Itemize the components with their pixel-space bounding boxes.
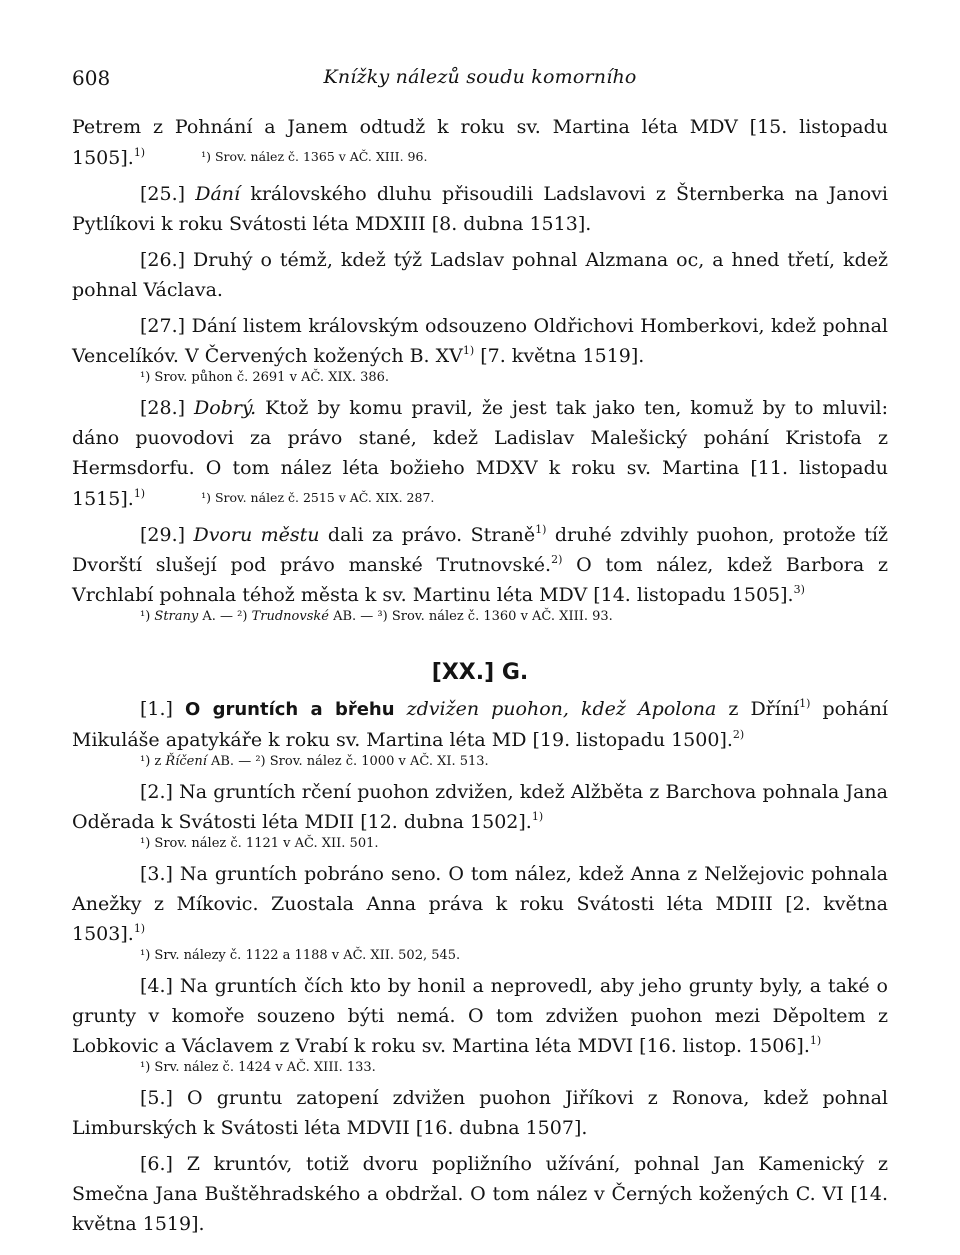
paragraph-number: [2.]	[140, 781, 173, 803]
paragraph-25	[72, 179, 888, 239]
footnote-marker: 3)	[793, 583, 805, 596]
footnote-marker: 1)	[809, 1034, 822, 1047]
paragraph-title: Dobrý.	[194, 397, 257, 419]
paragraph-text: pohání Mikuláše apatykáře k roku sv. Martina léta MD [19. listopadu 1500].	[72, 698, 888, 751]
footnote-text: ¹) z	[140, 754, 166, 769]
paragraph-number: [28.]	[140, 397, 186, 419]
paragraph-g5	[72, 1083, 888, 1143]
paragraph-title: O gruntích a břehu	[185, 699, 395, 720]
footnote-text: A. —	[198, 609, 238, 624]
paragraph-g3	[72, 859, 888, 949]
paragraph-text: Ktož by komu pravil, že jest tak jako ten, komuž by to mluvil: dáno puovodovi za právo stané, kdež Ladislav Malešický pohání Kristofa z Hermsdorfu. O tom nález léta božieho MDXV k roku sv. Martina [11. listopadu 1515].	[72, 397, 888, 510]
footnote-italic: Trudnovské	[251, 609, 329, 624]
paragraph-text: O gruntu zatopení zdvižen puohon Jiříkovi z Ronova, kdež pohnal Limburských k Svátosti léta MDVII [16. dubna 1507].	[72, 1087, 888, 1139]
paragraph-number: [4.]	[140, 975, 173, 997]
paragraph-text: z Dříní	[716, 698, 800, 720]
footnote-g1	[140, 753, 888, 771]
footnote-marker: 1)	[799, 697, 811, 710]
paragraph-text: královského dluhu přisoudili Ladslavovi z Šternberka na Janovi Pytlíkovi k roku Svátosti léta MDXIII [8. dubna 1513].	[72, 183, 888, 235]
footnote-inline: ¹) Srov. nález č. 2515 v AČ. XIX. 287.	[201, 490, 435, 505]
footnote-mark: ²)	[237, 609, 252, 624]
section-heading: [XX.] G.	[431, 660, 529, 685]
paragraph-g4	[72, 971, 888, 1061]
paragraph-g1	[72, 694, 888, 755]
footnote-29	[140, 608, 888, 626]
footnote-marker: 1)	[133, 146, 146, 159]
footnote-g4: ¹) Srv. nález č. 1424 v AČ. XIII. 133.	[140, 1060, 376, 1075]
paragraph-29	[72, 520, 888, 610]
footnote-marker: 1)	[531, 810, 544, 823]
paragraph-28	[72, 393, 888, 514]
footnote-marker: 2)	[551, 553, 563, 566]
body-text	[72, 112, 888, 1239]
page-number: 608	[72, 66, 111, 90]
paragraph-number: [6.]	[140, 1153, 173, 1175]
paragraph-0	[72, 112, 888, 173]
paragraph-26	[72, 245, 888, 305]
footnote-inline: ¹) Srov. nález č. 1365 v AČ. XIII. 96.	[201, 149, 428, 164]
paragraph-text: Z kruntóv, totiž dvoru popližního užívání, pohnal Jan Kamenický z Smečna Jana Buštěhradského a obdržal. O tom nález v Černých kožených C. VI [14. května 1519].	[72, 1153, 888, 1235]
footnote-marker: 1)	[133, 487, 146, 500]
paragraph-title: Dvoru městu	[193, 524, 320, 546]
footnote-italic: Strany	[154, 609, 199, 624]
running-title: Knížky nálezů soudu komorního	[323, 66, 637, 88]
paragraph-text: O tom nález, kdež Barbora z Vrchlabí pohnala téhož města k sv. Martinu léta MDV [14. listopadu 1505].	[72, 554, 888, 606]
footnote-marker: 2)	[732, 728, 745, 741]
paragraph-text: Druhý o témž, kdež týž Ladslav pohnal Alzmana oc, a hned třetí, kdež pohnal Václava.	[72, 249, 888, 301]
paragraph-tail: [7. května 1519].	[474, 345, 645, 367]
paragraph-text: dali za právo. Straně	[319, 524, 536, 546]
footnote-marker: 1)	[133, 922, 146, 935]
paragraph-italic: zdvižen puohon, kdež Apolona	[394, 698, 717, 720]
footnote-text: AB. — ³) Srov. nález č. 1360 v AČ. XIII. 93.	[328, 609, 613, 624]
paragraph-text: Na gruntích pobráno seno. O tom nález, kdež Anna z Nelžejovic pohnala Anežky z Míkovic. Zuostala Anna práva k roku Svátosti léta MDIII [2. května 1503].	[72, 863, 888, 945]
footnote-italic: Říčení	[165, 754, 207, 769]
paragraph-number: [3.]	[140, 863, 173, 885]
footnote-g3: ¹) Srv. nálezy č. 1122 a 1188 v AČ. XII. 502, 545.	[140, 948, 461, 963]
footnote-marker: 1)	[462, 344, 475, 357]
paragraph-text: Dání listem královským odsouzeno Oldřichovi Homberkovi, kdež pohnal Vencelíkóv. V Červených kožených B. XV	[72, 315, 888, 367]
footnote-text: AB. — ²) Srov. nález č. 1000 v AČ. XI. 513.	[206, 754, 489, 769]
paragraph-text: Na gruntích čích kto by honil a neprovedl, aby jeho grunty byly, a také o grunty v komoře souzeno býti nemá. O tom zdvižen puohon mezi Děpoltem z Lobkovic a Václavem z Vrabí k roku sv. Martina léta MDVI [16. listop. 1506].	[72, 975, 888, 1057]
paragraph-number: [25.]	[140, 183, 186, 205]
paragraph-number: [29.]	[140, 524, 186, 546]
paragraph-g2	[72, 777, 888, 837]
paragraph-text: Na gruntích rčení puohon zdvižen, kdež Alžběta z Barchova pohnala Jana Oděrada k Svátosti léta MDII [12. dubna 1502].	[72, 781, 888, 833]
paragraph-number: [1.]	[140, 698, 173, 720]
footnote-mark: ¹)	[140, 609, 155, 624]
footnote-g2: ¹) Srov. nález č. 1121 v AČ. XII. 501.	[140, 836, 379, 851]
paragraph-g6	[72, 1149, 888, 1239]
paragraph-number: [26.]	[140, 249, 186, 271]
paragraph-text: druhé zdvihly puohon, protože tíž Dvorští slušejí pod právo manské Trutnovské.	[72, 524, 888, 576]
paragraph-text: Petrem z Pohnání a Janem odtudž k roku sv. Martina léta MDV [15. listopadu 1505].	[72, 116, 888, 169]
page-header	[72, 66, 888, 94]
footnote-marker: 1)	[535, 523, 547, 536]
paragraph-title: Dání	[195, 183, 241, 205]
paragraph-27	[72, 311, 888, 371]
footnote-27: ¹) Srov. půhon č. 2691 v AČ. XIX. 386.	[140, 370, 390, 385]
paragraph-number: [5.]	[140, 1087, 173, 1109]
paragraph-number: [27.]	[140, 315, 186, 337]
